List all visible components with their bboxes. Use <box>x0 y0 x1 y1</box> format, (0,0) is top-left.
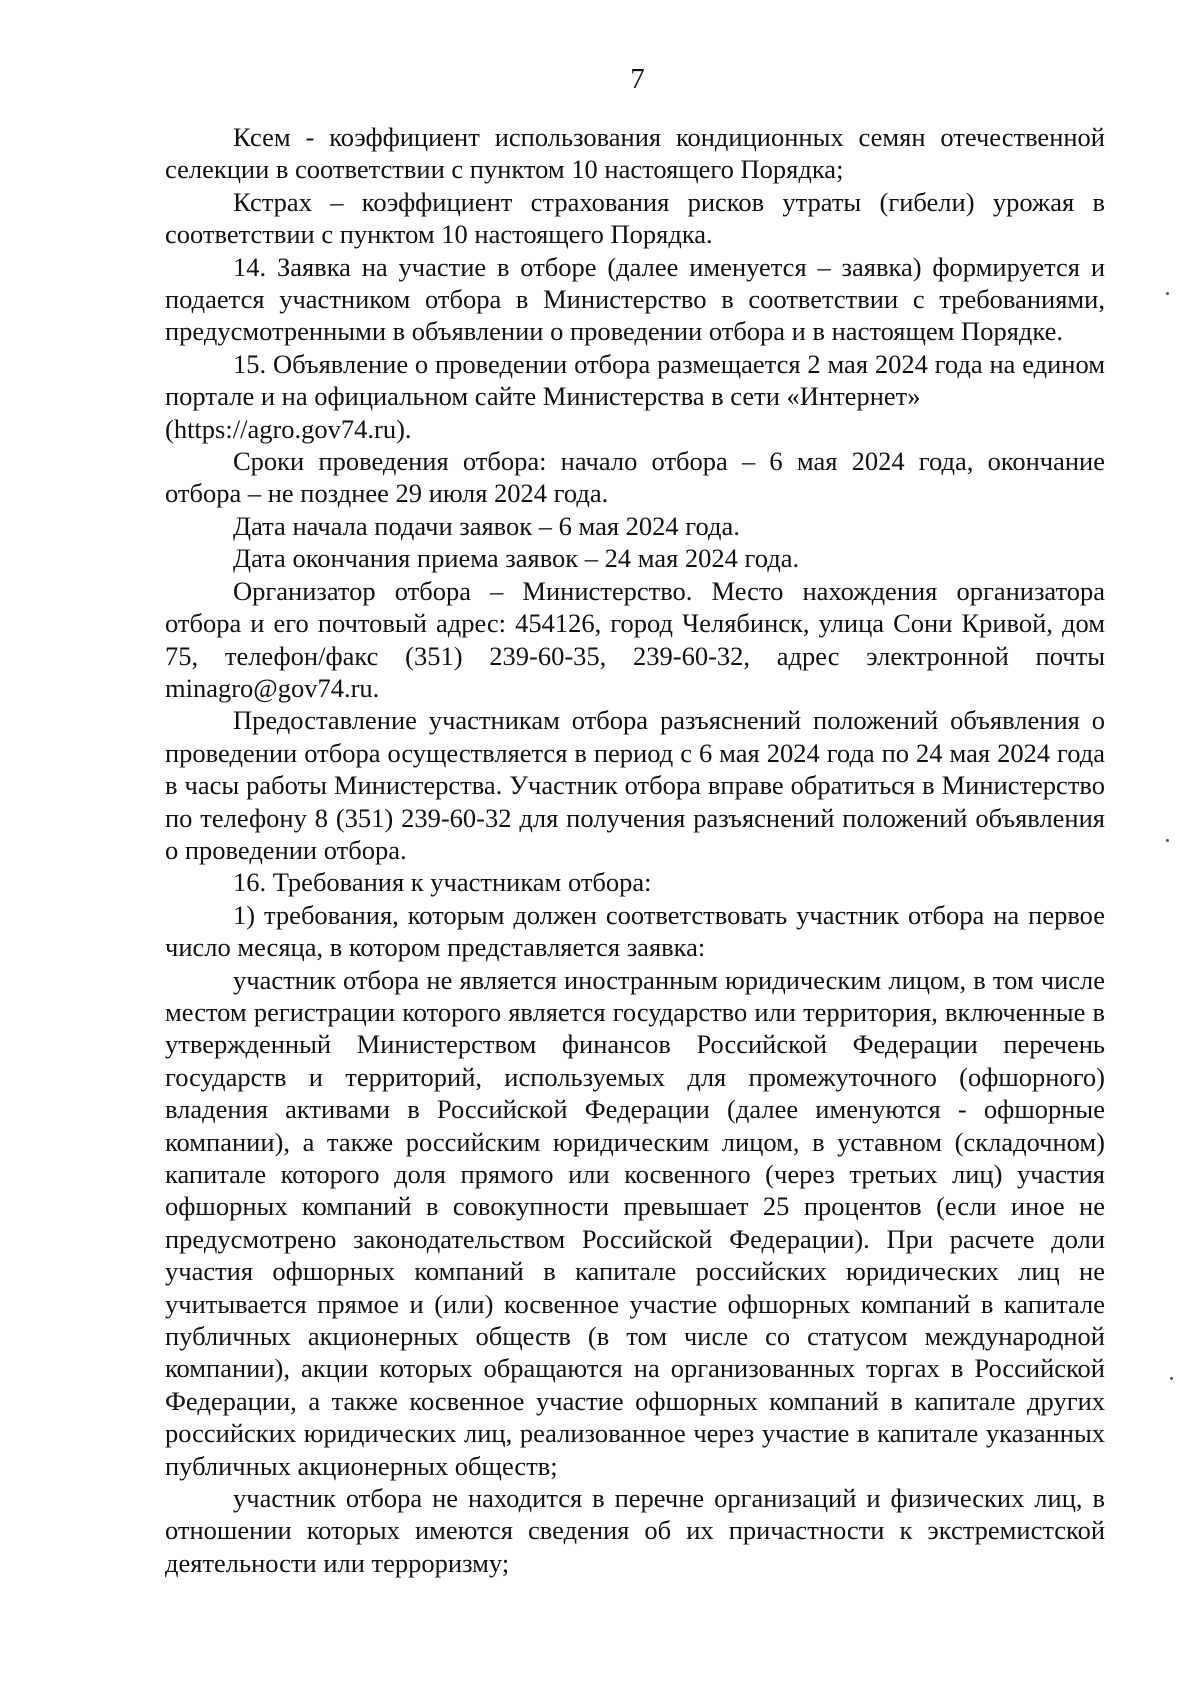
paragraph-organizer: Организатор отбора – Министерство. Место нахождения организатора отбора и его почтовый адрес: 454126, город Челябинск, улица Сони Кривой, дом 75, телефон/факс (351) 239-60-35, 239-60-32, адрес электронной почты minagro@gov74.ru. <box>165 575 1105 703</box>
paragraph-15-announcement: 15. Объявление о проведении отбора размещается 2 мая 2024 года на едином портале и на официальном сайте Министерства в сети «Интернет» <box>165 348 1105 412</box>
scan-speck-1 <box>1166 292 1169 295</box>
paragraph-16-1-requirements: 1) требования, которым должен соответствовать участник отбора на первое число месяца, в котором представляется заявка: <box>165 899 1105 963</box>
document-body <box>165 121 1105 1579</box>
paragraph-selection-dates: Сроки проведения отбора: начало отбора – 6 мая 2024 года, окончание отбора – не позднее 29 июля 2024 года. <box>165 446 1105 509</box>
paragraph-clarifications: Предоставление участникам отбора разъяснений положений объявления о проведении отбора осуществляется в период с 6 мая 2024 года по 24 мая 2024 года в часы работы Министерства. Участник отбора вправе обратиться в Министерство по телефону 8 (351) 239-60-32 для получения разъяснений положений объявления о проведении отбора. <box>165 705 1105 865</box>
paragraph-submission-start: Дата начала подачи заявок – 6 мая 2024 года. <box>233 510 740 541</box>
scan-speck-3 <box>1170 1377 1173 1380</box>
paragraph-15-website: (https://agro.gov74.ru). <box>165 413 412 444</box>
paragraph-14-application: 14. Заявка на участие в отборе (далее именуется – заявка) формируется и подается участником отбора в Министерство в соответствии с требованиями, предусмотренными в объявлении о проведении отбора и в настоящем Порядке. <box>165 251 1105 347</box>
paragraph-offshore: участник отбора не является иностранным юридическим лицом, в том числе местом регистрации которого является государство или территория, включенные в утвержденный Министерством финансов Российской Федерации перечень государств и территорий, используемых для промежуточного (офшорного) владения активами в Российской Федерации (далее именуются - офшорные компании), а также российским юридическим лицом, в уставном (складочном) капитале которого доля прямого или косвенного (через третьих лиц) участия офшорных компаний в совокупности превышает 25 процентов (если иное не предусмотрено законодательством Российской Федерации). При расчете доли участия офшорных компаний в капитале российских юридических лиц не учитывается прямое и (или) косвенное участие офшорных компаний в капитале публичных акционерных обществ (в том числе со статусом международной компании), акции которых обращаются на организованных торгах в Российской Федерации, а также косвенное участие офшорных компаний в капитале других российских юридических лиц, реализованное через участие в капитале указанных публичных акционерных обществ; <box>165 964 1105 1481</box>
paragraph-extremism: участник отбора не находится в перечне организаций и физических лиц, в отношении которых имеются сведения об их причастности к экстремистской деятельности или терроризму; <box>165 1483 1105 1578</box>
scan-speck-2 <box>1166 839 1169 842</box>
paragraph-submission-end: Дата окончания приема заявок – 24 мая 2024 года. <box>233 543 800 574</box>
page-number: 7 <box>630 63 645 95</box>
paragraph-16-requirements: 16. Требования к участникам отбора: <box>233 867 652 898</box>
paragraph-ksem: Ксем - коэффициент использования кондиционных семян отечественной селекции в соответствии с пунктом 10 настоящего Порядка; <box>165 122 1105 185</box>
paragraph-kstrakh: Кстрах – коэффициент страхования рисков утраты (гибели) урожая в соответствии с пунктом 10 настоящего Порядка. <box>165 186 1105 250</box>
